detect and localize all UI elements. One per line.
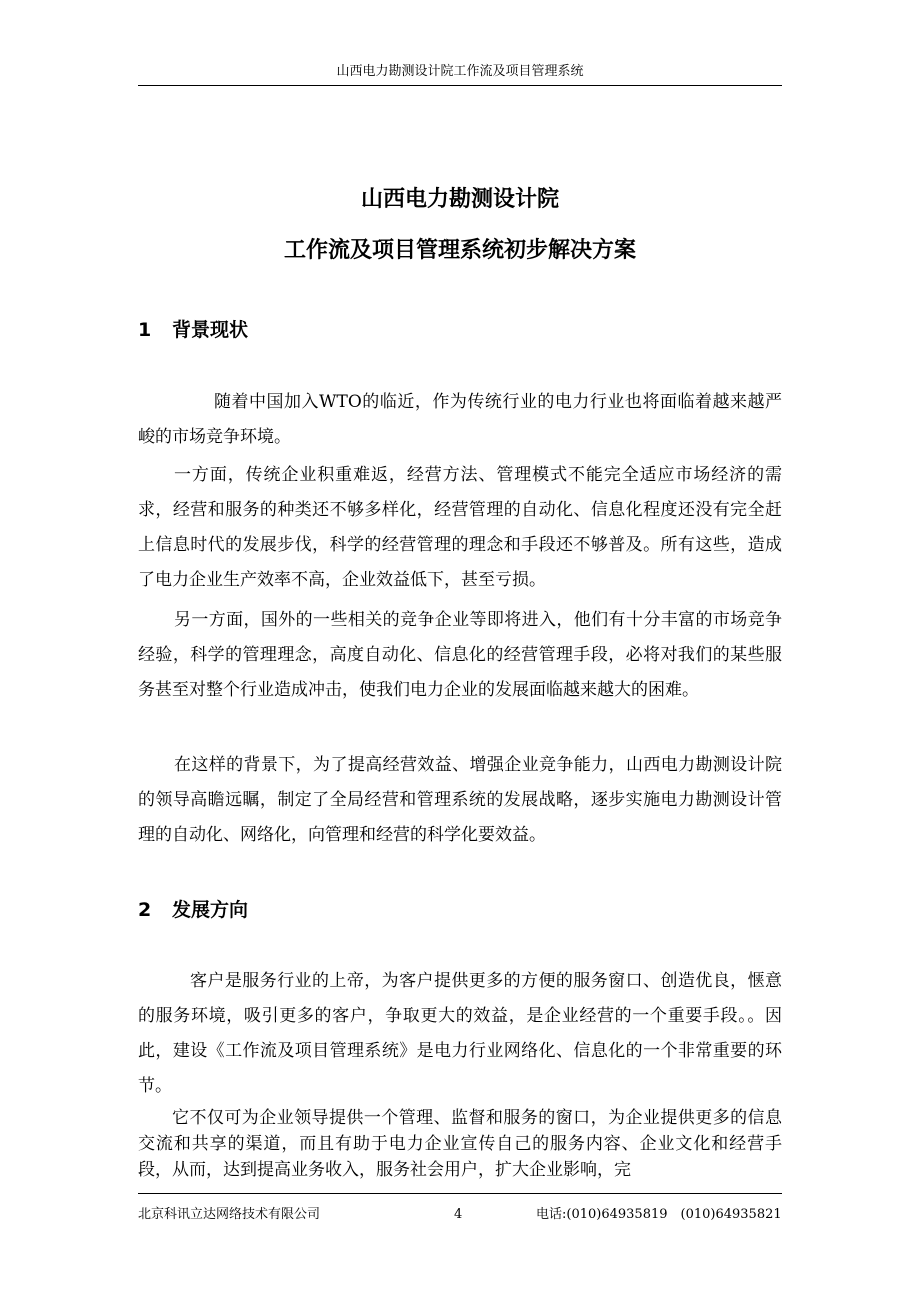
footer-company: 北京科讯立达网络技术有限公司: [138, 1207, 321, 1222]
paragraph: 随着中国加入WTO的临近，作为传统行业的电力行业也将面临着越来越严峻的市场竞争环境。: [138, 392, 782, 447]
paragraph: 它不仅可为企业领导提供一个管理、监督和服务的窗口，为企业提供更多的信息交流和共享的渠道，而且有助于电力企业宣传自己的服务内容、企业文化和经营手段，从而，达到提高业务收入，服务社会用户，扩大企业影响，完: [138, 1108, 782, 1180]
paragraph: 客户是服务行业的上帝，为客户提供更多的方便的服务窗口、创造优良，惬意的服务环境，吸引更多的客户，争取更大的效益，是企业经营的一个重要手段。。因此，建设《工作流及项目管理系统》是电力行业网络化、信息化的一个非常重要的环节。: [138, 971, 782, 1096]
header-divider: [138, 85, 782, 86]
section-title: 背景现状: [172, 319, 249, 341]
paragraph: 一方面，传统企业积重难返，经营方法、管理模式不能完全适应市场经济的需求，经营和服务的种类还不够多样化，经营管理的自动化、信息化程度还没有完全赶上信息时代的发展步伐，科学的经营管理的理念和手段还不够普及。所有这些，造成了电力企业生产效率不高，企业效益低下，甚至亏损。: [138, 465, 782, 590]
page-number: 4: [454, 1207, 463, 1222]
footer-phone: 电话:(010)64935819 (010)64935821: [536, 1207, 782, 1222]
section-number: 1: [138, 319, 152, 341]
document-title-line-1: 山西电力勘测设计院: [360, 187, 559, 212]
section-number: 2: [138, 899, 152, 921]
document-title-line-2: 工作流及项目管理系统初步解决方案: [283, 238, 636, 263]
running-header: 山西电力勘测设计院工作流及项目管理系统: [336, 64, 584, 79]
paragraph: 在这样的背景下，为了提高经营效益、增强企业竞争能力，山西电力勘测设计院的领导高瞻远瞩，制定了全局经营和管理系统的发展战略，逐步实施电力勘测设计管理的自动化、网络化，向管理和经营的科学化要效益。: [138, 755, 782, 845]
section-heading-background: [138, 318, 248, 342]
section-heading-direction: [138, 898, 248, 922]
section-title: 发展方向: [172, 899, 249, 921]
paragraph: 另一方面，国外的一些相关的竞争企业等即将进入，他们有十分丰富的市场竞争经验，科学的管理理念，高度自动化、信息化的经营管理手段，必将对我们的某些服务甚至对整个行业造成冲击，使我们电力企业的发展面临越来越大的困难。: [138, 610, 782, 700]
footer-divider: [138, 1193, 782, 1194]
